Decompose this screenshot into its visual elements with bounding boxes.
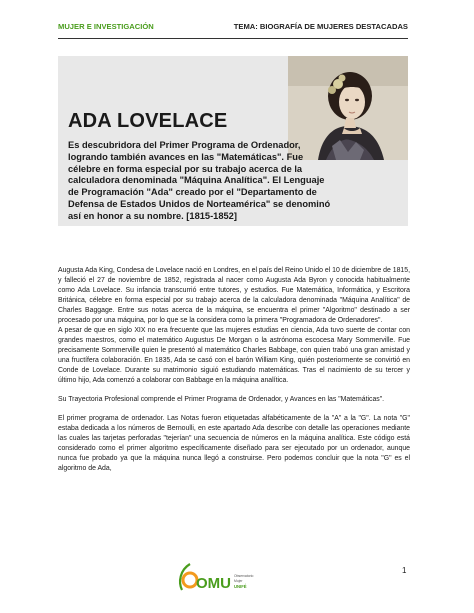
topic-label: TEMA: BIOGRAFÍA DE MUJERES DESTACADAS: [233, 22, 408, 31]
paragraph-education: A pesar de que en siglo XIX no era frecuente que las mujeres estudias en ciencia, Ada tuvo suerte de contar con grandes maestros, como el matemático Augustus De Morgan o la astrónoma escocesa Mary Sommerville. Fue precisamente Sommerville quien le presentó al matemático Charles Babbage, con quien trabó una gran amistad y una fructífera colaboración. En 1835, Ada se casó con el barón William King, quién posteriormente se convirtió en Conde de Lovelace. Durante su matrimonio siguió estudiando matemáticas. Tras el nacimiento de su tercer y último hijo, Ada comenzó a colaborar con Babbage en la máquina analítica.: [58, 327, 410, 384]
logo-tagline-1: Observatorio: [234, 574, 254, 578]
paragraph-first-program: El primer programa de ordenador. Las Notas fueron etiquetadas alfabéticamente de la "A" a la "G". La nota "G" estaba dedicada a los números de Bernoulli, en este apartado Ada describe con detalle las operaciones mediante las cuales las tarjetas perforadas "tejerían" una secuencia de números en la máquina analítica. Este código está considerado como el primer algoritmo específicamente diseñado para ser ejecutado por un ordenador, aunque nunca fue probado ya que la máquina nunca llegó a construirse. Pero podemos concluir que la nota "G" es el algoritmo de Ada,: [58, 415, 410, 472]
section-label: MUJER E INVESTIGACIÓN: [58, 22, 154, 31]
paragraph-career: Su Trayectoria Profesional comprende el Primer Programa de Ordenador, y Avances en las "Matemáticas".: [58, 396, 385, 403]
intro-summary: [68, 140, 336, 223]
page-title: ADA LOVELACE: [68, 110, 228, 132]
omu-logo: [176, 560, 266, 594]
intro-text: Es descubridora del Primer Programa de Ordenador, logrando también avances en las "Matemáticas". Fue célebre en forma especial por su trabajo acerca de la calculadora denominada "Máquina Analítica". El Lenguaje de Programación "Ada" creado por el "Departamento de Defensa de Estados Unidos de Norteamérica" se denominó así en honor a su nombre. [1815-1852]: [68, 140, 331, 221]
page-header: [58, 20, 408, 39]
logo-tagline-3: UNIFÉ: [234, 584, 247, 589]
paragraph-birth: Augusta Ada King, Condesa de Lovelace nació en Londres, en el país del Reino Unido el 10 de diciembre de 1815, y falleció el 27 de noviembre de 1852, registrada al nacer como Augusta Ada Byron y conocida habitualmente como Ada Lovelace. Su infancia transcurrió entre tutores, y estudios. Fue Matemática, Informática, y Escritora Británica, célebre en forma especial por su trabajo acerca de la calculadora denominada "Máquina Analítica" de Charles Baggage. Entre sus notas acerca de la máquina, se encuentra el primer "Algoritmo" destinado a ser procesado por una máquina, por lo que se la considera como la primera "Programadora de Ordenadores".: [58, 267, 410, 324]
page-number: 1: [402, 566, 407, 575]
logo-tagline-2: Mujer: [234, 579, 243, 583]
biography-body: [58, 266, 410, 474]
logo-wordmark: OMU: [196, 575, 231, 592]
